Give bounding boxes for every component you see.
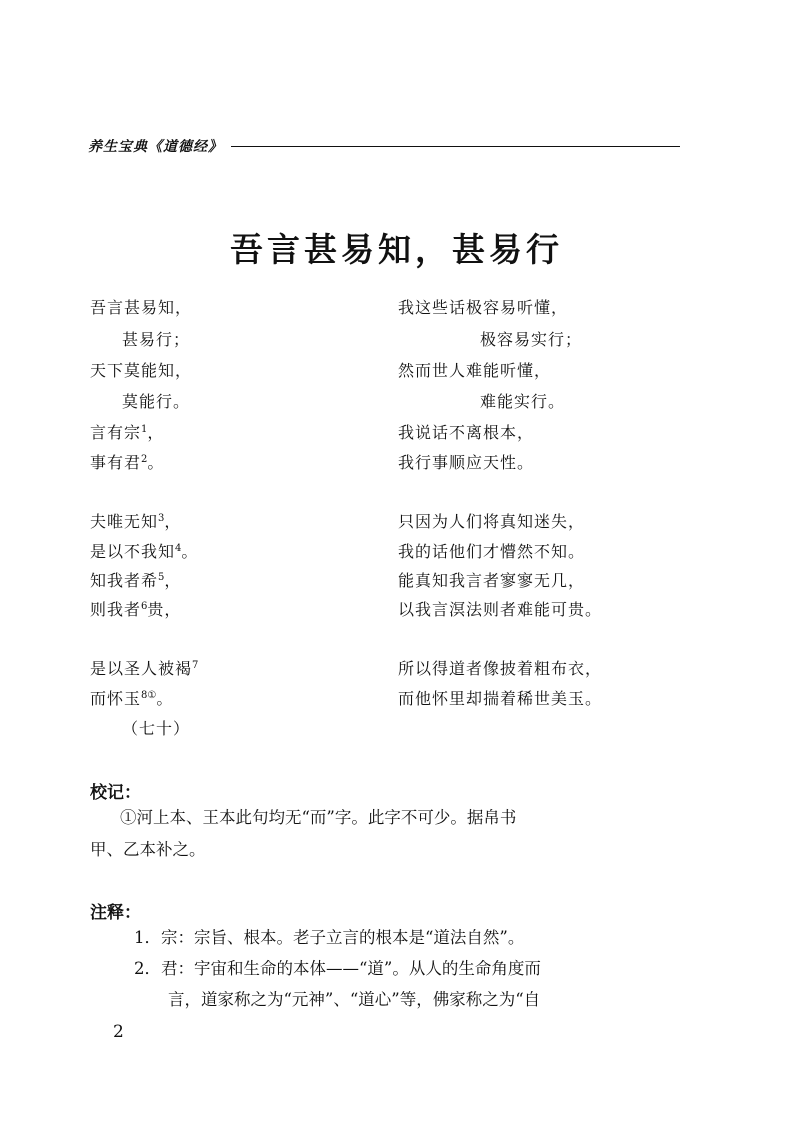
collation-text-line: 甲、乙本补之。	[90, 840, 206, 859]
notes-heading: 注释：	[90, 903, 141, 923]
verse-line: 言有宗$^1$，	[90, 423, 165, 442]
translation-line: 只因为人们将真知迷失，	[398, 512, 586, 531]
translation-line: 极容易实行；	[480, 330, 583, 349]
translation-line: 我这些话极容易听懂，	[398, 298, 569, 317]
translation-line: 我说话不离根本，	[398, 423, 535, 442]
chapter-number: （七十）	[122, 719, 191, 738]
header-rule	[231, 146, 680, 147]
chapter-title: 吾言甚易知，甚易行	[230, 230, 563, 269]
footnote-ref: 2	[141, 454, 148, 465]
note-item: 2．君：宇宙和生命的本体——“道”。从人的生命角度而	[134, 959, 541, 978]
verse-line: 夫唯无知$^3$，	[90, 512, 182, 531]
translation-line: 我的话他们才懵然不知。	[398, 542, 586, 561]
translation-line: 我行事顺应天性。	[398, 453, 535, 472]
translation-line: 而他怀里却揣着稀世美玉。	[398, 689, 603, 708]
translation-line: 以我言溟法则者难能可贵。	[398, 600, 603, 619]
note-item-continued: 言，道家称之为“元神”、“道心”等，佛家称之为“自	[168, 990, 541, 1009]
footnote-ref: 3	[158, 513, 165, 524]
translation-line: 难能实行。	[480, 392, 566, 411]
verse-line: 天下莫能知，	[90, 361, 193, 380]
verse-line: 事有君$^2$。	[90, 453, 165, 472]
translation-line: 能真知我言者寥寥无几，	[398, 571, 586, 590]
verse-line: 是以圣人被褐$^7$	[90, 659, 199, 678]
note-item: 1．宗：宗旨、根本。老子立言的根本是“道法自然”。	[134, 928, 525, 947]
verse-line: 则我者$^6$贵，	[90, 600, 182, 619]
footnote-ref: 7	[192, 660, 199, 671]
verse-line: 甚易行；	[122, 330, 191, 349]
running-header	[88, 136, 680, 156]
verse-line: 而怀玉$^{8①}$。	[90, 689, 174, 708]
running-header-text: 养生宝典《道德经》	[88, 139, 223, 155]
verse-line: 莫能行。	[122, 392, 191, 411]
verse-line: 是以不我知$^4$。	[90, 542, 199, 561]
footnote-ref: 5	[158, 572, 165, 583]
footnote-ref: 6	[141, 601, 148, 612]
verse-line: 知我者希$^5$，	[90, 571, 182, 590]
collation-text-line: ①河上本、王本此句均无“而”字。此字不可少。据帛书	[120, 808, 517, 827]
translation-line: 然而世人难能听懂，	[398, 361, 552, 380]
verse-line: 吾言甚易知，	[90, 298, 193, 317]
collation-heading: 校记：	[90, 783, 141, 803]
footnote-ref: 1	[141, 424, 148, 435]
footnote-ref: 4	[175, 543, 182, 554]
translation-line: 所以得道者像披着粗布衣，	[398, 659, 603, 678]
footnote-ref: 8①	[141, 690, 157, 701]
page-number: 2	[113, 1022, 124, 1042]
